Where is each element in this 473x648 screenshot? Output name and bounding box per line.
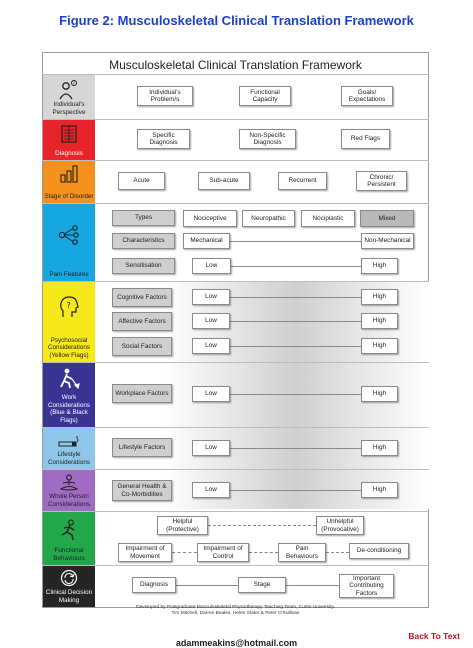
dashed-connector — [249, 552, 278, 553]
worker-shovel-icon — [58, 367, 80, 389]
head-question-icon — [58, 295, 80, 319]
row-divider — [42, 160, 429, 161]
bar-chart-icon — [59, 165, 79, 183]
stage-chronic-box: Chronic/ Persistent — [356, 171, 407, 191]
connector-line — [230, 394, 361, 395]
category-label: Clinical Decision Making — [45, 589, 93, 604]
category-label: Individual's Perspective — [52, 101, 86, 116]
cognitive-factors-label: Cognitive Factors — [112, 288, 172, 307]
category-clinical — [43, 566, 95, 607]
sensitisation-low-box: Low — [192, 258, 231, 274]
category-whole-person — [43, 470, 95, 511]
category-label: Psychosocial Considerations (Yellow Flags) — [47, 336, 90, 359]
red-flags-box: Red Flags — [341, 129, 390, 149]
cigarette-icon — [57, 436, 81, 448]
stage-subacute-box: Sub-acute — [198, 172, 250, 190]
credits-line-2: Tim Mitchell, Darren Beales, Helen Slater & Peter O'Sullivan — [171, 610, 300, 616]
pain-sensitisation-label: Sensitisation — [112, 258, 175, 274]
category-label: Pain Features — [49, 270, 89, 278]
cognitive-high-box: High — [361, 289, 398, 305]
connector-line — [176, 585, 238, 586]
category-label: Whole Person Considerations — [47, 493, 90, 508]
workplace-high-box: High — [361, 386, 398, 402]
row-divider — [42, 469, 429, 470]
impairment-of-control-box: Impairment of Control — [197, 543, 249, 562]
row-divider — [42, 511, 429, 512]
workplace-factors-label: Workplace Factors — [112, 384, 172, 403]
lifestyle-high-box: High — [361, 440, 398, 456]
de-conditioning-box: De-conditioning — [349, 543, 409, 559]
dashed-connector — [208, 525, 316, 526]
connector-line — [230, 346, 361, 347]
unhelpful-provocative-box: Unhelpful (Provocative) — [316, 516, 364, 535]
clinical-diagnosis-box: Diagnosis — [132, 577, 176, 593]
impairment-of-movement-box: Impairment of Movement — [118, 543, 172, 562]
dashed-connector — [172, 552, 197, 553]
connector-line — [230, 241, 361, 242]
category-label: Stage of Disorder — [44, 192, 94, 200]
cognitive-low-box: Low — [192, 289, 230, 305]
category-label: Work Considerations (Blue & Black Flags) — [47, 394, 90, 424]
category-psychosocial — [43, 282, 95, 362]
clinical-stage-box: Stage — [238, 577, 286, 593]
nociceptive-box: Nociceptive — [183, 210, 237, 227]
connector-line — [230, 490, 361, 491]
category-label: Lifestyle Considerations — [47, 451, 90, 466]
row-divider — [42, 74, 429, 75]
whole-person-low-box: Low — [192, 482, 230, 498]
category-functional — [43, 512, 95, 565]
pain-behaviours-box: Pain Behaviours — [278, 543, 326, 562]
affective-low-box: Low — [192, 313, 230, 329]
svg-text:?: ? — [66, 301, 71, 310]
pain-characteristics-label: Characteristics — [112, 233, 175, 249]
general-health-label: General Health & Co-Morbidities — [112, 480, 172, 501]
connector-line — [230, 448, 361, 449]
helpful-protective-box: Helpful (Protective) — [157, 516, 208, 535]
lifestyle-low-box: Low — [192, 440, 230, 456]
affective-high-box: High — [361, 313, 398, 329]
category-stage — [43, 161, 95, 203]
category-perspective — [43, 75, 95, 119]
category-label: Functional Behaviours — [53, 547, 85, 562]
credits-line-1: Developed by Postgraduate Musculoskeletal Physiotherapy Teaching Team, Curtin University. — [136, 605, 335, 610]
xray-chest-icon — [59, 124, 79, 144]
svg-text:?: ? — [72, 80, 75, 86]
running-person-icon — [58, 519, 80, 541]
pain-types-label: Types — [112, 210, 175, 226]
row-divider — [42, 362, 429, 363]
circular-arrows-icon — [60, 569, 78, 587]
perspective-goals-box: Goals/ Expectations — [341, 86, 393, 106]
social-factors-label: Social Factors — [112, 337, 172, 356]
workplace-low-box: Low — [192, 386, 230, 402]
connector-line — [230, 321, 361, 322]
person-thinking-icon — [58, 79, 80, 101]
lifestyle-factors-label: Lifestyle Factors — [112, 438, 172, 457]
stage-acute-box: Acute — [118, 172, 165, 190]
affective-factors-label: Affective Factors — [112, 312, 172, 331]
connector-line — [231, 266, 361, 267]
category-work — [43, 363, 95, 427]
neuropathic-box: Neuropathic — [242, 210, 295, 227]
stage-recurrent-box: Recurrent — [278, 172, 327, 190]
non-mechanical-box: Non-Mechanical — [361, 233, 414, 249]
category-lifestyle — [43, 428, 95, 469]
mechanical-box: Mechanical — [183, 233, 230, 249]
dashed-connector — [326, 552, 349, 553]
perspective-functional-capacity-box: Functional Capacity — [239, 86, 291, 106]
sensitisation-high-box: High — [361, 258, 398, 274]
back-to-text-link[interactable]: Back To Text — [408, 631, 460, 641]
row-divider — [42, 119, 429, 120]
social-low-box: Low — [192, 338, 230, 354]
category-label: Diagnosis — [55, 149, 83, 157]
framework-title: Musculoskeletal Clinical Translation Framework — [109, 58, 362, 72]
whole-person-high-box: High — [361, 482, 398, 498]
figure-title: Figure 2: Musculoskeletal Clinical Translation Framework — [59, 13, 414, 28]
category-diagnosis — [43, 120, 95, 160]
nociplastic-box: Nociplastic — [301, 210, 355, 227]
category-pain — [43, 204, 95, 281]
row-divider — [42, 565, 429, 566]
meditating-person-icon — [58, 474, 80, 492]
non-specific-diagnosis-box: Non-Specific Diagnosis — [239, 129, 296, 149]
perspective-problems-box: Individual's Problem/s — [137, 86, 193, 106]
social-high-box: High — [361, 338, 398, 354]
important-contributing-factors-box: Important Contributing Factors — [339, 574, 394, 598]
mixed-box: Mixed — [360, 210, 414, 227]
email-text: adammeakins@hotmail.com — [175, 638, 298, 648]
row-divider — [42, 281, 429, 282]
connector-line — [230, 297, 361, 298]
row-divider — [42, 427, 429, 428]
row-divider — [42, 203, 429, 204]
connector-line — [286, 585, 339, 586]
specific-diagnosis-box: Specific Diagnosis — [137, 129, 190, 149]
credits-footer — [42, 605, 429, 616]
network-nodes-icon — [57, 224, 81, 246]
